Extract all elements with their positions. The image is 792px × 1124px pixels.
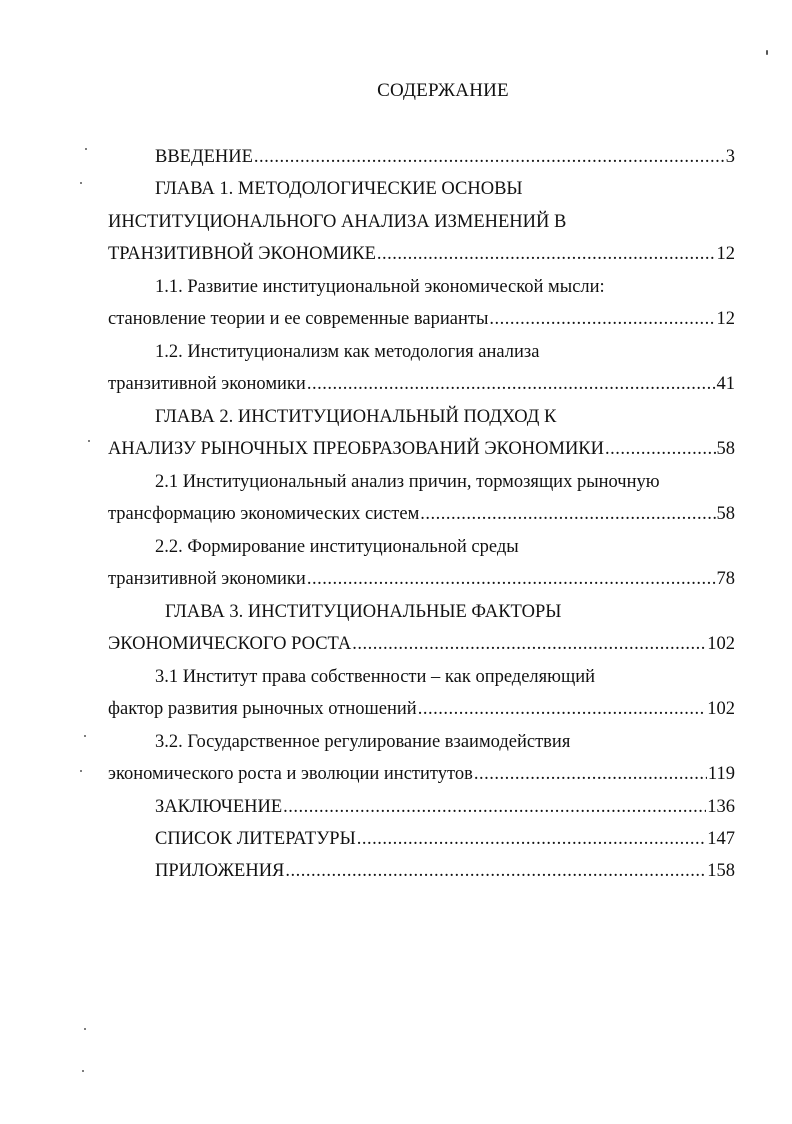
toc-page-number: 12	[716, 309, 735, 329]
toc-leader-dots	[285, 860, 706, 882]
toc-entry-chapter3-line1: ГЛАВА 3. ИНСТИТУЦИОНАЛЬНЫЕ ФАКТОРЫ	[165, 602, 562, 622]
toc-entry-2-1	[108, 503, 735, 525]
toc-entry-chapter3	[108, 633, 735, 655]
toc-entry-1-2	[108, 373, 735, 395]
toc-page-number: 41	[716, 374, 735, 394]
toc-entry-conclusion	[155, 796, 735, 818]
toc-page-number: 58	[716, 504, 735, 524]
toc-page-number: 78	[716, 569, 735, 589]
toc-entry-3-1	[108, 698, 735, 720]
toc-entry-text: трансформацию экономических систем	[108, 504, 420, 524]
toc-entry-1-2-line1: 1.2. Институционализм как методология анализа	[155, 342, 540, 362]
toc-leader-dots	[307, 373, 716, 395]
toc-page-number: 158	[707, 861, 735, 881]
toc-entry-text: ВВЕДЕНИЕ	[155, 147, 253, 167]
toc-entry-introduction	[155, 146, 735, 168]
toc-entry-2-1-line1: 2.1 Институциональный анализ причин, тормозящих рыночную	[155, 472, 660, 492]
scan-speck	[88, 440, 90, 442]
toc-entry-2-2-line1: 2.2. Формирование институциональной среды	[155, 537, 519, 557]
toc-entry-bibliography	[155, 828, 735, 850]
toc-page-number: 58	[716, 439, 735, 459]
scan-speck	[766, 50, 768, 55]
toc-page-number: 102	[707, 699, 735, 719]
toc-page-number: 136	[707, 797, 735, 817]
toc-entry-text: СПИСОК ЛИТЕРАТУРЫ	[155, 829, 356, 849]
toc-leader-dots	[420, 503, 715, 525]
scan-speck	[80, 182, 82, 184]
toc-page-number: 147	[707, 829, 735, 849]
toc-page-number: 3	[725, 147, 735, 167]
toc-entry-text: транзитивной экономики	[108, 374, 306, 394]
page-title: СОДЕРЖАНИЕ	[377, 80, 509, 101]
toc-entry-text: АНАЛИЗУ РЫНОЧНЫХ ПРЕОБРАЗОВАНИЙ ЭКОНОМИКИ	[108, 439, 605, 459]
toc-page-number: 12	[716, 244, 735, 264]
toc-entry-3-2-line1: 3.2. Государственное регулирование взаимодействия	[155, 732, 571, 752]
toc-entry-text: экономического роста и эволюции институтов	[108, 764, 473, 784]
toc-entry-text: ПРИЛОЖЕНИЯ	[155, 861, 285, 881]
scan-speck	[82, 1070, 84, 1072]
scan-speck	[80, 770, 82, 772]
toc-entry-appendices	[155, 860, 735, 882]
toc-leader-dots	[352, 633, 706, 655]
toc-entry-2-2	[108, 568, 735, 590]
toc-entry-text: ЭКОНОМИЧЕСКОГО РОСТА	[108, 634, 352, 654]
toc-entry-text: ТРАНЗИТИВНОЙ ЭКОНОМИКЕ	[108, 244, 376, 264]
toc-entry-3-2	[108, 763, 735, 785]
toc-leader-dots	[307, 568, 716, 590]
scan-speck	[84, 735, 86, 737]
toc-entry-3-1-line1: 3.1 Институт права собственности – как определяющий	[155, 667, 596, 687]
toc-leader-dots	[605, 438, 715, 460]
toc-entry-chapter1-line1: ГЛАВА 1. МЕТОДОЛОГИЧЕСКИЕ ОСНОВЫ	[155, 179, 523, 199]
toc-page-number: 119	[707, 764, 735, 784]
toc-leader-dots	[418, 698, 707, 720]
toc-leader-dots	[283, 796, 706, 818]
toc-entry-1-1	[108, 308, 735, 330]
toc-leader-dots	[377, 243, 716, 265]
toc-entry-chapter2-line1: ГЛАВА 2. ИНСТИТУЦИОНАЛЬНЫЙ ПОДХОД К	[155, 407, 557, 427]
toc-leader-dots	[357, 828, 707, 850]
toc-entry-chapter1	[108, 243, 735, 265]
toc-entry-chapter1-line2: ИНСТИТУЦИОНАЛЬНОГО АНАЛИЗА ИЗМЕНЕНИЙ В	[108, 212, 567, 232]
toc-entry-chapter2	[108, 438, 735, 460]
toc-entry-1-1-line1: 1.1. Развитие институциональной экономической мысли:	[155, 277, 605, 297]
toc-entry-text: ЗАКЛЮЧЕНИЕ	[155, 797, 283, 817]
scan-speck	[84, 1028, 86, 1030]
toc-entry-text: становление теории и ее современные варианты	[108, 309, 489, 329]
toc-leader-dots	[489, 308, 715, 330]
scan-speck	[85, 148, 87, 150]
toc-leader-dots	[474, 763, 707, 785]
toc-leader-dots	[254, 146, 725, 168]
toc-entry-text: фактор развития рыночных отношений	[108, 699, 417, 719]
toc-page-number: 102	[707, 634, 735, 654]
toc-entry-text: транзитивной экономики	[108, 569, 306, 589]
